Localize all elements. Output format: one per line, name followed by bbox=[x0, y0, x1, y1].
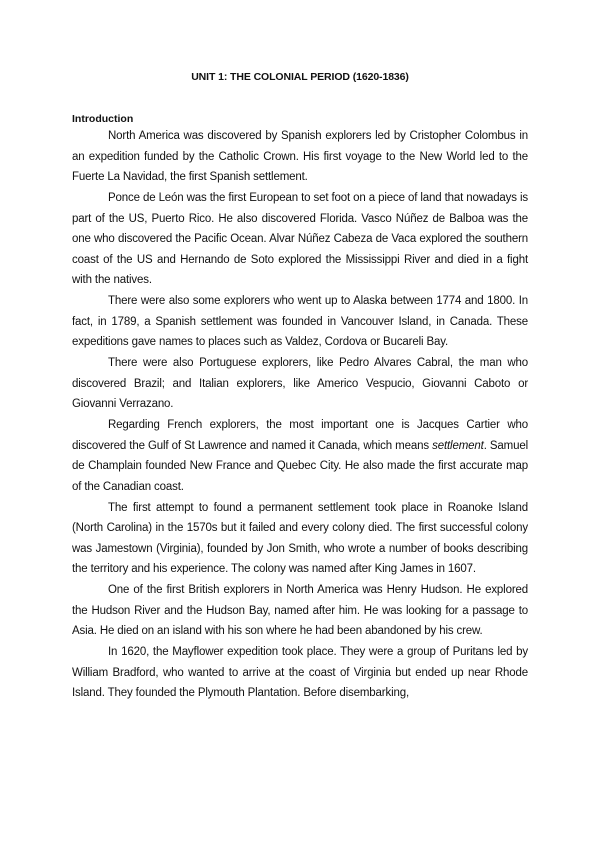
paragraph-alaska: There were also some explorers who went up to Alaska between 1774 and 1800. In fact, in 1789, a Spanish settlement was founded in Vancouver Island, in Canada. These expeditions gave names to places such as Valdez, Cordova or Bucareli Bay. bbox=[72, 295, 528, 348]
paragraph-portuguese-italian: There were also Portuguese explorers, like Pedro Alvares Cabral, the man who discovered Brazil; and Italian explorers, like Americo Vespucio, Giovanni Caboto or Giovanni Verrazano. bbox=[72, 357, 528, 410]
paragraph-spanish-explorers: Ponce de León was the first European to set foot on a piece of land that nowadays is part of the US, Puerto Rico. He also discovered Florida. Vasco Núñez de Balboa was the one who discovered the Pacific Ocean. Alvar Núñez Cabeza de Vaca explored the southern coast of the US and Hernando de Soto explored the Mississippi River and died in a fight with the natives. bbox=[72, 192, 528, 286]
paragraph-french-text-before: Regarding French explorers, the most important one is Jacques Cartier who discovered the Gulf of St Lawrence and named it Canada, which means bbox=[72, 419, 528, 452]
paragraph-french-explorers bbox=[72, 415, 528, 497]
document-page bbox=[72, 70, 528, 704]
paragraph-french-emphasis: settlement bbox=[432, 439, 484, 452]
paragraph-henry-hudson: One of the first British explorers in North America was Henry Hudson. He explored the Hudson River and the Hudson Bay, named after him. He was looking for a passage to Asia. He died on an island with his son where he had been abandoned by his crew. bbox=[72, 584, 528, 637]
paragraph-french-text-after: . Samuel de Champlain founded New France and Quebec City. He also made the first accurate map of the Canadian coast. bbox=[72, 439, 528, 493]
page-title: UNIT 1: THE COLONIAL PERIOD (1620-1836) bbox=[191, 71, 409, 83]
paragraph-discovery: North America was discovered by Spanish explorers led by Cristopher Colombus in an expedition funded by the Catholic Crown. His first voyage to the New World led to the Fuerte La Navidad, the first Spanish settlement. bbox=[72, 130, 528, 183]
paragraph-first-settlements: The first attempt to found a permanent settlement took place in Roanoke Island (North Carolina) in the 1570s but it failed and every colony died. The first successful colony was Jamestown (Virginia), founded by Jon Smith, who wrote a number of books describing the territory and his experience. The colony was named after King James in 1607. bbox=[72, 501, 528, 575]
section-heading: Introduction bbox=[72, 113, 134, 125]
paragraph-mayflower: In 1620, the Mayflower expedition took place. They were a group of Puritans led by William Bradford, who wanted to arrive at the coast of Virginia but ended up near Rhode Island. They founded the Plymouth Plantation. Before disembarking, bbox=[72, 646, 528, 699]
